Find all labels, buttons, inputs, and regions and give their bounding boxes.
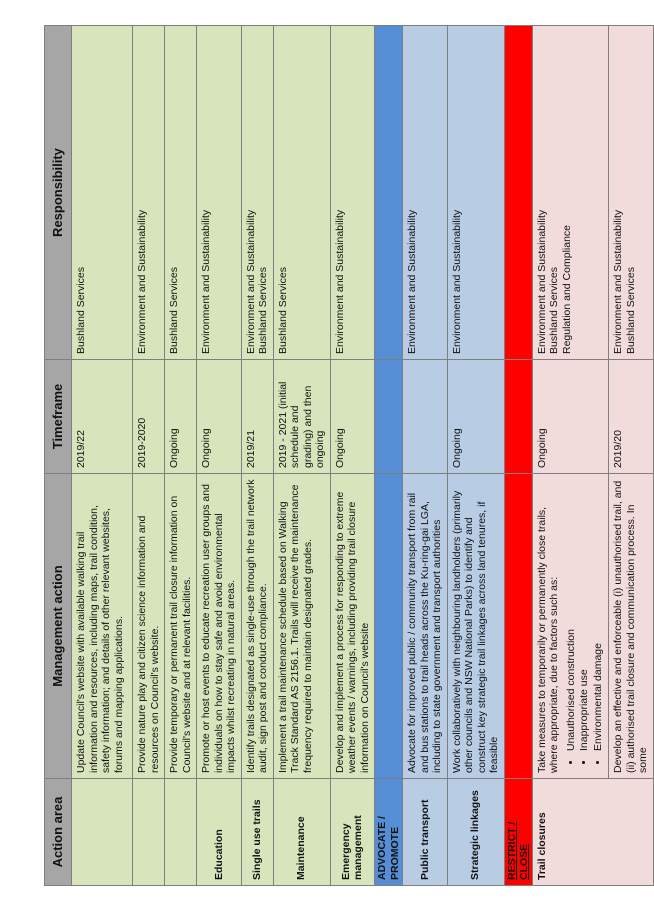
row-responsibility: Environment and Sustainability [197, 26, 242, 360]
row-action: Advocate for improved public / community transport from rail and bus stations to trail heads across the Ku-ring-gai LGA, including to state government and transport authorities [403, 474, 448, 779]
row-action: Provide nature play and citizen science information and resources on Council's website. [133, 474, 165, 779]
row-area: Public transport [403, 779, 448, 886]
header-responsibility: Responsibility [45, 26, 72, 360]
row-area: Trail closures [532, 779, 653, 886]
header-management-action: Management action [45, 474, 72, 779]
row-responsibility: Environment and Sustainability [133, 26, 165, 360]
rotated-page [44, 26, 649, 886]
row-responsibility: Environment and Sustainability [330, 26, 375, 360]
section-filler [504, 26, 532, 360]
row-area: Education [197, 779, 242, 886]
list-item: • Unauthorised construction [565, 479, 578, 751]
closure-factors-list [565, 479, 605, 773]
row-responsibility: Bushland Services [273, 26, 330, 360]
row-timeframe: 2019-2020 [133, 360, 165, 474]
table-row [241, 26, 273, 886]
section-filler [504, 474, 532, 779]
row-action [532, 474, 609, 779]
row-responsibility: Environment and Sustainability [447, 26, 504, 360]
row-area [165, 779, 197, 886]
row-timeframe [403, 360, 448, 474]
row-timeframe: Ongoing [447, 360, 504, 474]
management-actions-table [44, 25, 654, 886]
row-action: Identify trails designated as single-use through the trail network audit, sign post and conduct compliance. [241, 474, 273, 779]
table-header-row [45, 26, 72, 886]
list-item: • Inappropriate use [578, 479, 591, 751]
list-item: • Environmental damage [592, 479, 605, 751]
section-filler [504, 360, 532, 474]
row-action: Provide temporary or permanent trail closure information on Council's website and at relevant facilities. [165, 474, 197, 779]
section-filler [375, 26, 403, 360]
row-responsibility: Environment and Sustainability Bushland Services [609, 26, 654, 360]
table-row [197, 26, 242, 886]
row-timeframe: 2019/20 [609, 360, 654, 474]
row-responsibility: Bushland Services [72, 26, 133, 360]
row-timeframe: 2019/21 [241, 360, 273, 474]
table-row [330, 26, 375, 886]
row-action: Update Council's website with available walking trail information and resources, including maps, trail condition, safety information; and details of other relevant websites, forums and mapping applications. [72, 474, 133, 779]
row-responsibility: Environment and Sustainability Bushland Services Regulation and Compliance [532, 26, 609, 360]
row-area [72, 779, 133, 886]
section-filler [375, 360, 403, 474]
table-row [403, 26, 448, 886]
row-action: Develop an effective and enforceable (i) unauthorised trail, and (ii) authorised trail closure and communication process. In some [609, 474, 654, 779]
table-row [532, 26, 609, 886]
section-filler [375, 474, 403, 779]
row-responsibility: Environment and Sustainability [403, 26, 448, 360]
row-timeframe: Ongoing [165, 360, 197, 474]
section-heading: ADVOCATE / PROMOTE [375, 779, 403, 886]
row-timeframe: 2019/22 [72, 360, 133, 474]
row-action-text: Take measures to temporarily or permanently close trails, where appropriate, due to factors such as: [535, 506, 560, 773]
table-row [133, 26, 165, 886]
row-timeframe: Ongoing [197, 360, 242, 474]
header-timeframe: Timeframe [45, 360, 72, 474]
row-responsibility: Environment and Sustainability Bushland Services [241, 26, 273, 360]
row-area: Single use trails [241, 779, 273, 886]
row-action: Promote or host events to educate recreation user groups and individuals on how to stay safe and avoid environmental impacts whilst recreating in natural areas. [197, 474, 242, 779]
header-action-area: Action area [45, 779, 72, 886]
section-header-restrict [504, 26, 532, 886]
row-action: Implement a trail maintenance schedule based on Walking Track Standard AS 2156.1. Trails will receive the maintenance frequency required to maintain designated grades. [273, 474, 330, 779]
row-area: Emergency management [330, 779, 375, 886]
table-row [165, 26, 197, 886]
row-timeframe: Ongoing [532, 360, 609, 474]
table-row [447, 26, 504, 886]
row-timeframe: Ongoing [330, 360, 375, 474]
section-header-advocate [375, 26, 403, 886]
row-responsibility: Bushland Services [165, 26, 197, 360]
table-row [72, 26, 133, 886]
section-heading: RESTRICT / CLOSE [504, 779, 532, 886]
row-area [133, 779, 165, 886]
row-area: Maintenance [273, 779, 330, 886]
table-row [273, 26, 330, 886]
row-area: Strategic linkages [447, 779, 504, 886]
row-action: Work collaboratively with neighbouring landholders (primarily other councils and NSW National Parks) to identify and construct key strategic trail linkages across land tenures, if feasible [447, 474, 504, 779]
row-timeframe: 2019 - 2021 (initial schedule and grading) and then ongoing [273, 360, 330, 474]
table-row [609, 26, 654, 886]
row-action: Develop and implement a process for responding to extreme weather events / warnings, including providing trail closure information on Council's website [330, 474, 375, 779]
